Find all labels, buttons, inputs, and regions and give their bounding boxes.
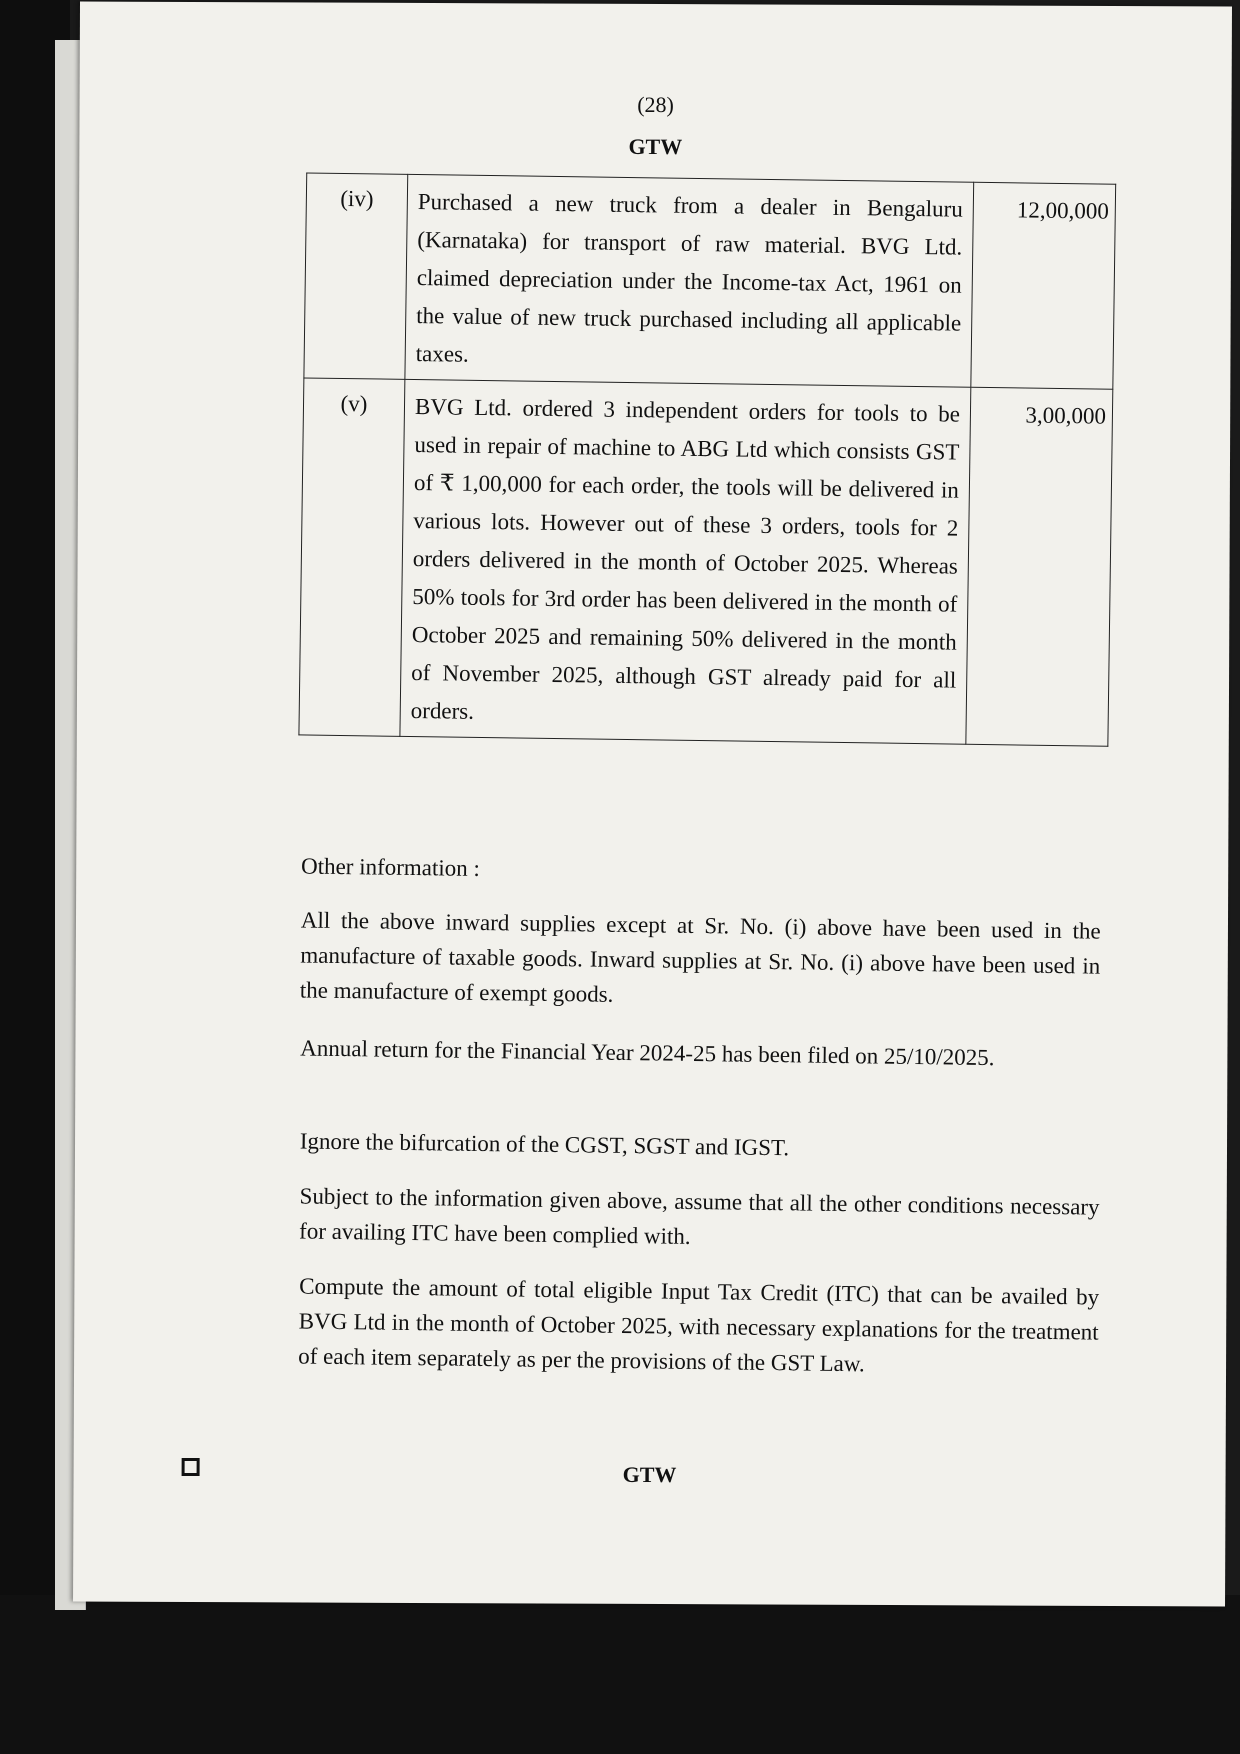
table-row [299, 378, 1113, 746]
header-code: GTW [628, 133, 683, 160]
item-description: BVG Ltd. ordered 3 independent orders for tools to be used in repair of machine to ABG Ltd which consists GST of ₹ 1,00,000 for each order, the tools will be delivered in various lots. However out of these 3 orders, tools for 2 orders delivered in the month of October 2025. Whereas 50% tools for 3rd order has been delivered in the month of October 2025 and remaining 50% delivered in the month of November 2025, although GST already paid for all orders. [400, 379, 971, 744]
item-sr: (iv) [304, 173, 408, 379]
item-sr: (v) [299, 378, 405, 736]
items-table [298, 172, 1116, 746]
info-paragraph: Subject to the information given above, assume that all the other conditions necessary for availing ITC have been complied with. [298, 1183, 1100, 1249]
scan-background-bottom [0, 1595, 1240, 1754]
other-info-heading: Other information : [300, 853, 481, 881]
item-amount: 3,00,000 [966, 387, 1113, 746]
page-number: (28) [637, 91, 674, 118]
footer-code: GTW [622, 1461, 677, 1488]
item-amount: 12,00,000 [971, 182, 1116, 389]
table-row [304, 173, 1116, 389]
item-description: Purchased a new truck from a dealer in Bengaluru (Karnataka) for transport of raw material. BVG Ltd. claimed depreciation under the Income-tax Act, 1961 on the value of new truck purchased including all applicable taxes. [405, 174, 974, 387]
info-paragraph: All the above inward supplies except at Sr. No. (i) above have been used in the manufacture of taxable goods. Inward supplies at Sr. No. (i) above have been used in the manufacture of exempt goods. [299, 907, 1101, 1007]
info-paragraph: Annual return for the Financial Year 2024-25 has been filed on 25/10/2025. [300, 1035, 995, 1071]
info-paragraph: Compute the amount of total eligible Input Tax Credit (ITC) that can be availed by BVG Ltd in the month of October 2025, with necessary explanations for the treatment of each item separately as per the provisions of the GST Law. [298, 1273, 1100, 1377]
document-page [73, 1, 1232, 1606]
info-paragraph: Ignore the bifurcation of the CGST, SGST and IGST. [299, 1128, 790, 1161]
